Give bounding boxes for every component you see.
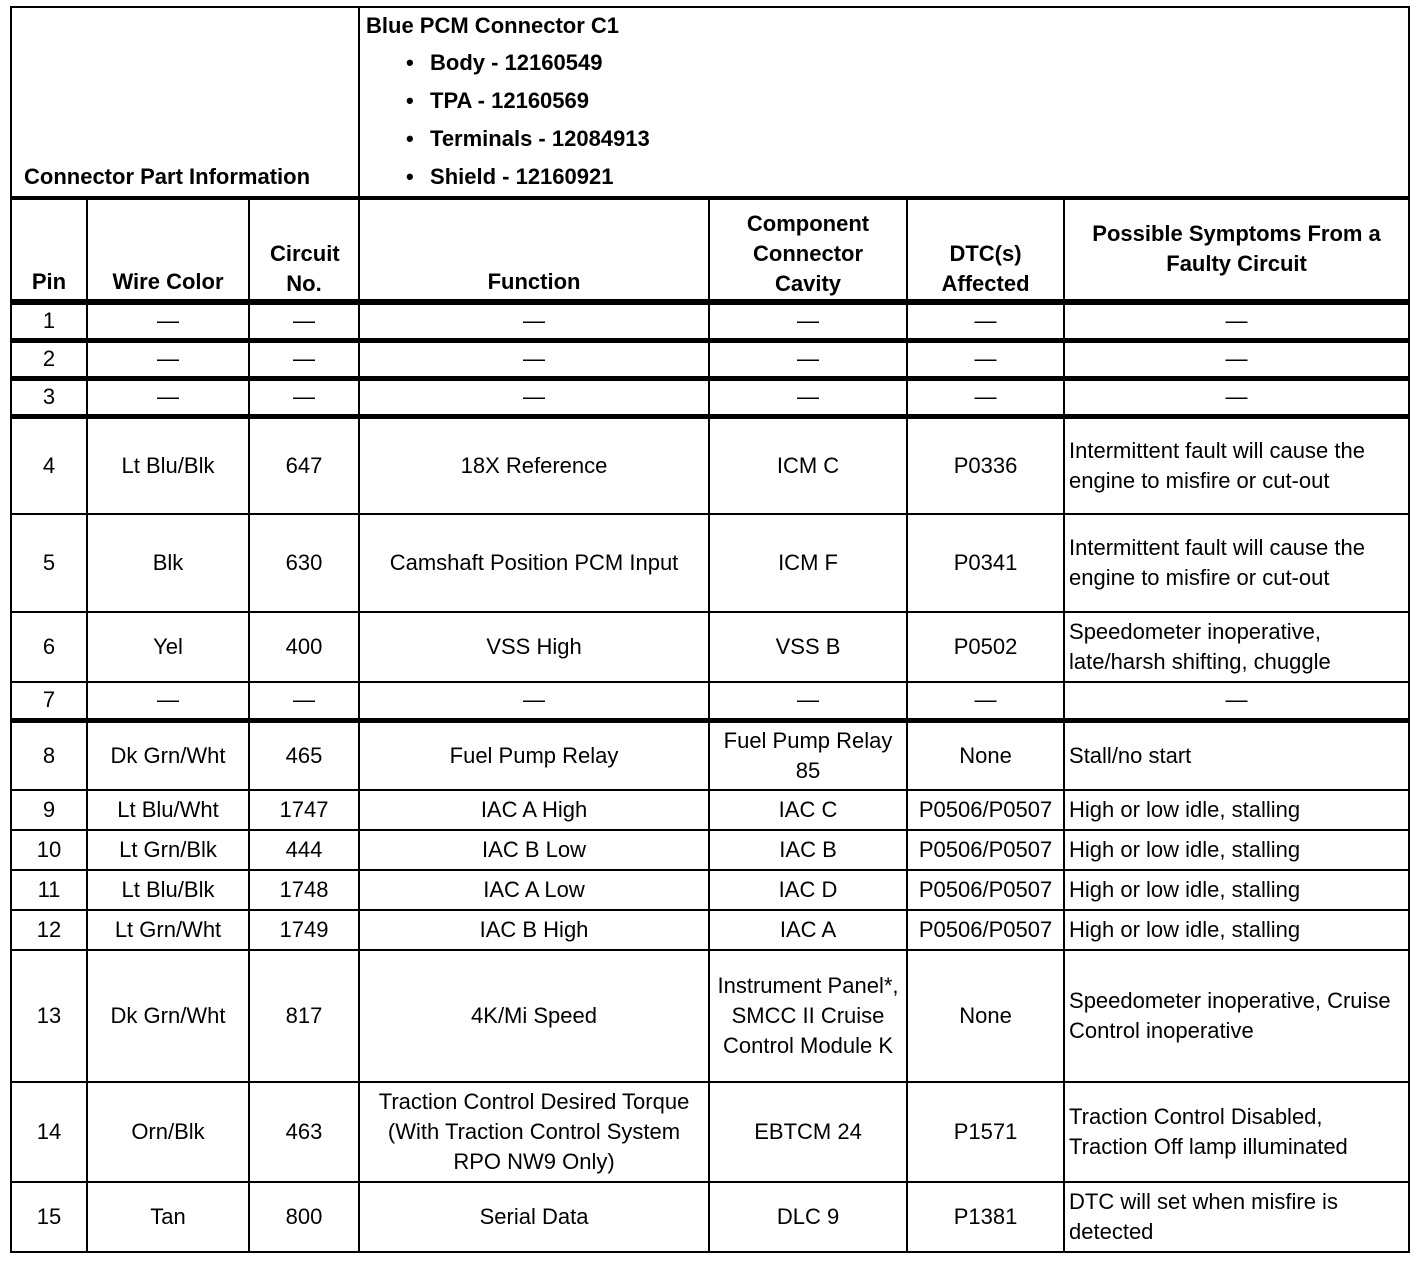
connector-info-row (11, 7, 1409, 198)
cell-dtc: P0506/P0507 (907, 830, 1064, 870)
table-row (11, 416, 1409, 514)
cell-circuit: — (249, 682, 359, 720)
cell-dtc: P1381 (907, 1182, 1064, 1252)
cell-circuit: 463 (249, 1082, 359, 1182)
cell-circuit: 1749 (249, 910, 359, 950)
cell-dtc: P0506/P0507 (907, 870, 1064, 910)
cell-cavity: IAC A (709, 910, 907, 950)
cell-circuit: 817 (249, 950, 359, 1082)
cell-pin: 11 (11, 870, 87, 910)
cell-wire-color: Lt Grn/Blk (87, 830, 249, 870)
cell-dtc: P0341 (907, 514, 1064, 612)
cell-circuit: — (249, 302, 359, 340)
cell-function: — (359, 682, 709, 720)
cell-function: Fuel Pump Relay (359, 720, 709, 790)
cell-function: 4K/Mi Speed (359, 950, 709, 1082)
cell-circuit: 1747 (249, 790, 359, 830)
table-row (11, 830, 1409, 870)
cell-cavity: — (709, 340, 907, 378)
table-row (11, 1082, 1409, 1182)
cell-dtc: — (907, 682, 1064, 720)
cell-wire-color: Lt Grn/Wht (87, 910, 249, 950)
cell-cavity: Fuel Pump Relay 85 (709, 720, 907, 790)
cell-circuit: 800 (249, 1182, 359, 1252)
cell-cavity: ICM F (709, 514, 907, 612)
cell-cavity: DLC 9 (709, 1182, 907, 1252)
cell-pin: 15 (11, 1182, 87, 1252)
cell-pin: 9 (11, 790, 87, 830)
cell-wire-color: — (87, 302, 249, 340)
header-dtc: DTC(s) Affected (907, 198, 1064, 302)
cell-function: — (359, 302, 709, 340)
cell-dtc: — (907, 378, 1064, 416)
cell-function: Traction Control Desired Torque (With Traction Control System RPO NW9 Only) (359, 1082, 709, 1182)
table-row (11, 870, 1409, 910)
cell-dtc: None (907, 720, 1064, 790)
cell-pin: 10 (11, 830, 87, 870)
cell-symptom: Intermittent fault will cause the engine to misfire or cut-out (1064, 416, 1409, 514)
cell-function: IAC A Low (359, 870, 709, 910)
connector-part-item: • Shield - 12160921 (406, 164, 614, 189)
cell-cavity: IAC C (709, 790, 907, 830)
cell-wire-color: — (87, 682, 249, 720)
cell-wire-color: Dk Grn/Wht (87, 950, 249, 1082)
cell-pin: 3 (11, 378, 87, 416)
table-row (11, 514, 1409, 612)
cell-cavity: VSS B (709, 612, 907, 682)
cell-circuit: 630 (249, 514, 359, 612)
connector-table-sheet (10, 6, 1408, 1253)
table-row (11, 910, 1409, 950)
header-pin: Pin (11, 198, 87, 302)
header-cavity: Component Connector Cavity (709, 198, 907, 302)
cell-circuit: 465 (249, 720, 359, 790)
cell-symptom: Speedometer inoperative, late/harsh shifting, chuggle (1064, 612, 1409, 682)
cell-circuit: — (249, 378, 359, 416)
cell-symptom: Traction Control Disabled, Traction Off lamp illuminated (1064, 1082, 1409, 1182)
cell-dtc: P1571 (907, 1082, 1064, 1182)
table-row (11, 682, 1409, 720)
cell-cavity: ICM C (709, 416, 907, 514)
table-row (11, 340, 1409, 378)
cell-circuit: 647 (249, 416, 359, 514)
connector-part-label: Connector Part Information (11, 7, 359, 198)
cell-cavity: — (709, 378, 907, 416)
cell-pin: 6 (11, 612, 87, 682)
pin-table (10, 6, 1410, 1253)
cell-cavity: IAC D (709, 870, 907, 910)
header-function: Function (359, 198, 709, 302)
connector-part-item: • Terminals - 12084913 (406, 126, 650, 151)
cell-circuit: — (249, 340, 359, 378)
connector-title: Blue PCM Connector C1 (366, 13, 620, 38)
cell-wire-color: — (87, 378, 249, 416)
cell-symptom: High or low idle, stalling (1064, 870, 1409, 910)
table-row (11, 720, 1409, 790)
connector-part-item: • TPA - 12160569 (406, 88, 589, 113)
cell-cavity: IAC B (709, 830, 907, 870)
cell-circuit: 400 (249, 612, 359, 682)
cell-wire-color: Orn/Blk (87, 1082, 249, 1182)
cell-dtc: P0506/P0507 (907, 790, 1064, 830)
cell-function: IAC B Low (359, 830, 709, 870)
cell-wire-color: Yel (87, 612, 249, 682)
table-row (11, 378, 1409, 416)
cell-cavity: EBTCM 24 (709, 1082, 907, 1182)
cell-dtc: — (907, 302, 1064, 340)
cell-circuit: 1748 (249, 870, 359, 910)
cell-cavity: — (709, 302, 907, 340)
table-row (11, 612, 1409, 682)
header-symptoms: Possible Symptoms From a Faulty Circuit (1064, 198, 1409, 302)
cell-function: VSS High (359, 612, 709, 682)
cell-wire-color: — (87, 340, 249, 378)
cell-function: IAC A High (359, 790, 709, 830)
cell-symptom: — (1064, 340, 1409, 378)
header-circuit: Circuit No. (249, 198, 359, 302)
cell-wire-color: Tan (87, 1182, 249, 1252)
cell-pin: 14 (11, 1082, 87, 1182)
cell-pin: 4 (11, 416, 87, 514)
cell-symptom: — (1064, 682, 1409, 720)
cell-symptom: Stall/no start (1064, 720, 1409, 790)
cell-pin: 12 (11, 910, 87, 950)
cell-pin: 13 (11, 950, 87, 1082)
cell-function: Serial Data (359, 1182, 709, 1252)
cell-dtc: P0502 (907, 612, 1064, 682)
cell-dtc: — (907, 340, 1064, 378)
cell-symptom: Intermittent fault will cause the engine to misfire or cut-out (1064, 514, 1409, 612)
table-row (11, 790, 1409, 830)
cell-symptom: High or low idle, stalling (1064, 910, 1409, 950)
cell-function: Camshaft Position PCM Input (359, 514, 709, 612)
table-row (11, 302, 1409, 340)
column-header-row (11, 198, 1409, 302)
cell-circuit: 444 (249, 830, 359, 870)
cell-pin: 5 (11, 514, 87, 612)
cell-pin: 2 (11, 340, 87, 378)
cell-dtc: P0336 (907, 416, 1064, 514)
table-row (11, 1182, 1409, 1252)
cell-symptom: Speedometer inoperative, Cruise Control inoperative (1064, 950, 1409, 1082)
connector-part-item: • Body - 12160549 (406, 50, 603, 75)
cell-pin: 8 (11, 720, 87, 790)
cell-pin: 1 (11, 302, 87, 340)
cell-cavity: Instrument Panel*, SMCC II Cruise Control Module K (709, 950, 907, 1082)
cell-function: 18X Reference (359, 416, 709, 514)
cell-symptom: High or low idle, stalling (1064, 830, 1409, 870)
cell-pin: 7 (11, 682, 87, 720)
cell-function: IAC B High (359, 910, 709, 950)
cell-wire-color: Lt Blu/Wht (87, 790, 249, 830)
cell-wire-color: Lt Blu/Blk (87, 416, 249, 514)
cell-dtc: P0506/P0507 (907, 910, 1064, 950)
cell-wire-color: Lt Blu/Blk (87, 870, 249, 910)
cell-function: — (359, 340, 709, 378)
cell-wire-color: Dk Grn/Wht (87, 720, 249, 790)
cell-wire-color: Blk (87, 514, 249, 612)
cell-dtc: None (907, 950, 1064, 1082)
cell-cavity: — (709, 682, 907, 720)
cell-function: — (359, 378, 709, 416)
header-wire-color: Wire Color (87, 198, 249, 302)
cell-symptom: DTC will set when misfire is detected (1064, 1182, 1409, 1252)
connector-info (359, 7, 1409, 198)
cell-symptom: — (1064, 378, 1409, 416)
cell-symptom: High or low idle, stalling (1064, 790, 1409, 830)
table-row (11, 950, 1409, 1082)
connector-part-list (366, 44, 1408, 196)
cell-symptom: — (1064, 302, 1409, 340)
